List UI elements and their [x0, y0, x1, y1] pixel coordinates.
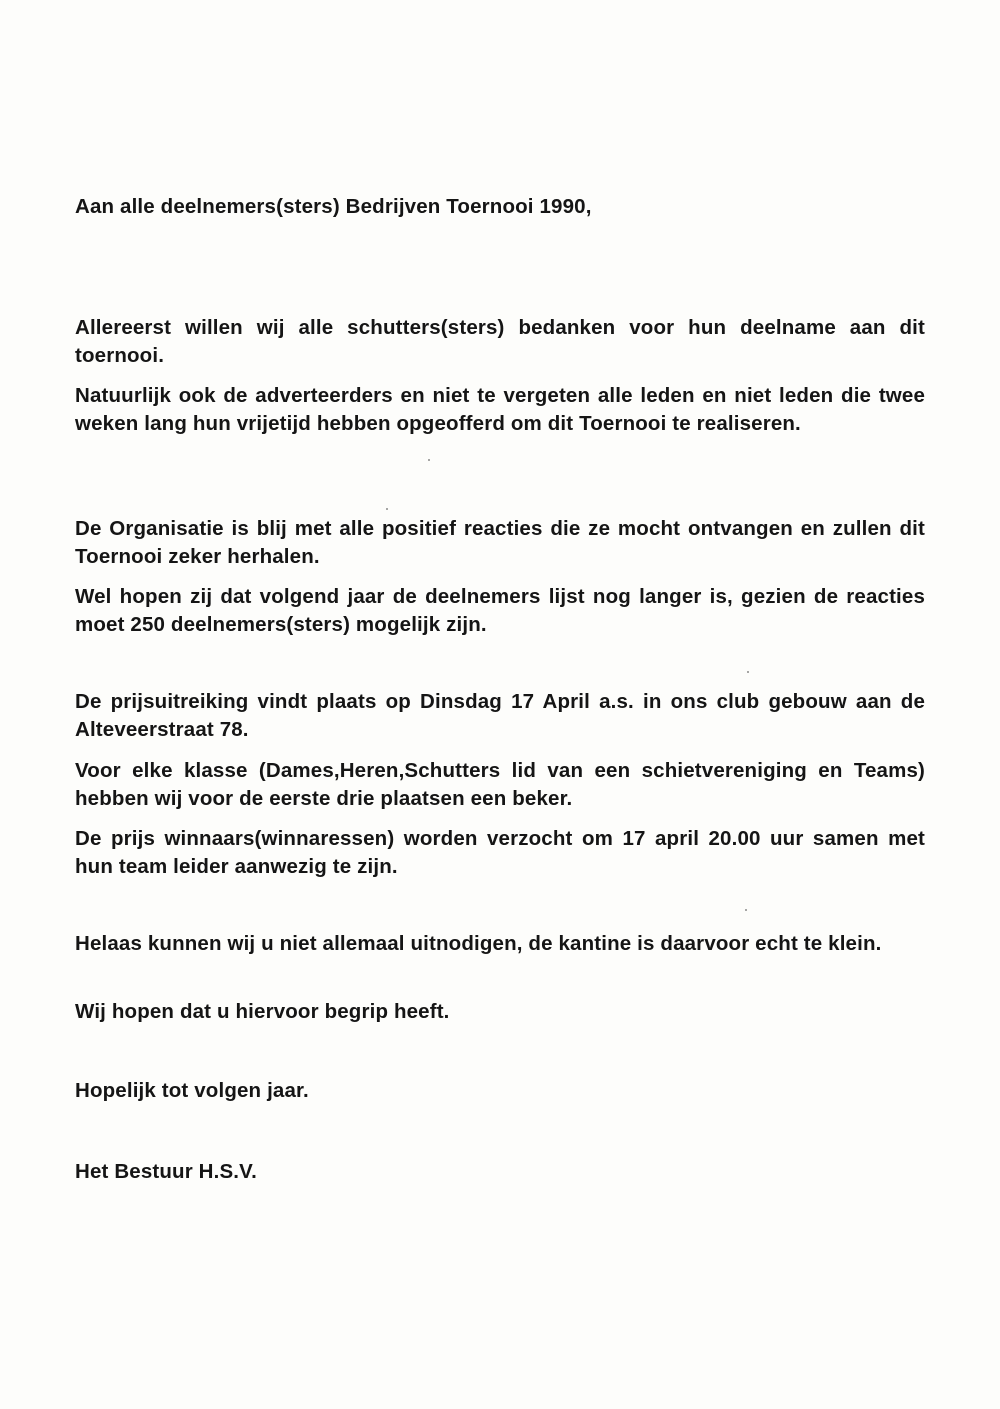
scan-speck [386, 508, 388, 510]
paragraph-organisation: De Organisatie is blij met alle positief reacties die ze mocht ontvangen en zullen dit Toernooi zeker herhalen. [75, 517, 925, 568]
paragraph-thanks: Allereerst willen wij alle schutters(sters) bedanken voor hun deelname aan dit toernooi. [75, 316, 925, 367]
scan-speck [747, 671, 749, 673]
letter-signature: Het Bestuur H.S.V. [75, 1160, 257, 1183]
paragraph-advertisers: Natuurlijk ook de adverteerders en niet te vergeten alle leden en niet leden die twee weken lang hun vrijetijd hebben opgeofferd om dit Toernooi te realiseren. [75, 384, 925, 435]
letter-closing: Hopelijk tot volgen jaar. [75, 1079, 309, 1102]
scan-speck [428, 459, 430, 461]
paragraph-prize-ceremony: De prijsuitreiking vindt plaats op Dinsdag 17 April a.s. in ons club gebouw aan de Alteveerstraat 78. [75, 690, 925, 741]
paragraph-classes: Voor elke klasse (Dames,Heren,Schutters lid van een schietvereniging en Teams) hebben wij voor de eerste drie plaatsen een beker. [75, 759, 925, 810]
paragraph-next-year: Wel hopen zij dat volgend jaar de deelnemers lijst nog langer is, gezien de reacties moet 250 deelnemers(sters) mogelijk zijn. [75, 585, 925, 636]
letter-salutation: Aan alle deelnemers(sters) Bedrijven Toernooi 1990, [75, 195, 592, 218]
paragraph-canteen: Helaas kunnen wij u niet allemaal uitnodigen, de kantine is daarvoor echt te klein. [75, 932, 882, 955]
paragraph-understanding: Wij hopen dat u hiervoor begrip heeft. [75, 1000, 450, 1023]
paragraph-winners: De prijs winnaars(winnaressen) worden verzocht om 17 april 20.00 uur samen met hun team leider aanwezig te zijn. [75, 827, 925, 878]
scan-speck [745, 909, 747, 911]
